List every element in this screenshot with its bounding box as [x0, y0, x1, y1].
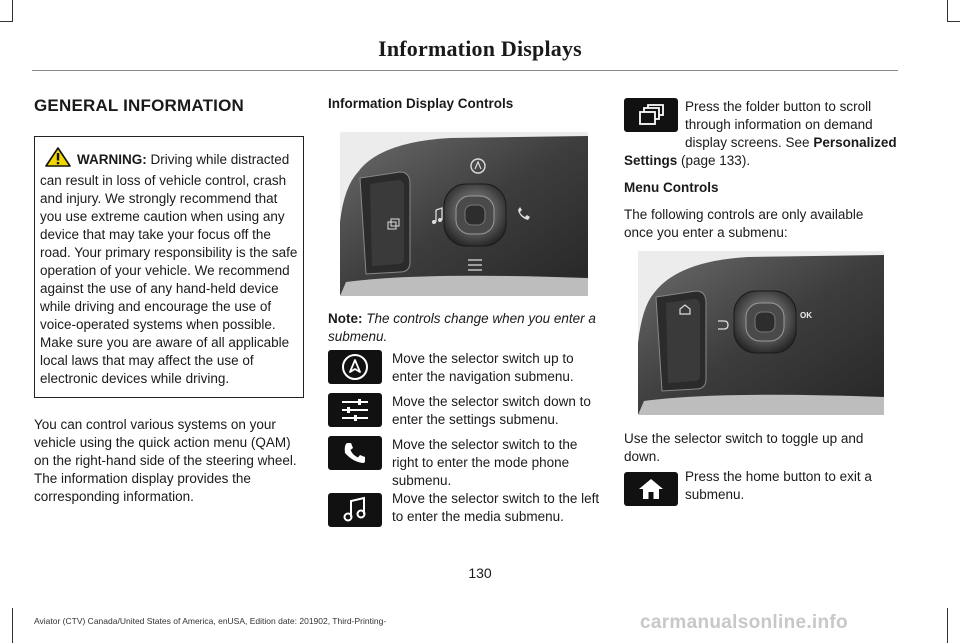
- crop-mark: [947, 0, 948, 22]
- control-text-settings: Move the selector switch down to enter the settings submenu.: [392, 394, 591, 427]
- section-title: GENERAL INFORMATION: [34, 96, 244, 115]
- settings-sliders-icon: [328, 393, 382, 427]
- home-icon: [624, 472, 678, 506]
- toggle-text: Use the selector switch to toggle up and down.: [624, 431, 864, 464]
- warning-label: WARNING:: [77, 152, 147, 167]
- submenu-controls-photo: [638, 251, 884, 415]
- crop-mark: [947, 608, 948, 643]
- ok-label: OK: [800, 311, 812, 320]
- menu-intro: The following controls are only available once you enter a submenu:: [624, 207, 864, 240]
- edition-note: Aviator (CTV) Canada/United States of America, enUSA, Edition date: 201902, Third-Printing-: [34, 616, 387, 626]
- page-header-title: Information Displays: [378, 36, 582, 61]
- note-label: Note:: [328, 311, 363, 326]
- steering-wheel-controls-photo: [340, 132, 588, 296]
- controls-note: [328, 310, 601, 346]
- crop-mark: [0, 21, 13, 22]
- general-info-body: You can control various systems on your vehicle using the quick action menu (QAM) on the right-hand side of the steering wheel. The information display provides the corresponding information.: [34, 417, 297, 504]
- folder-page-ref: (page 133).: [677, 153, 751, 168]
- control-text-navigation: Move the selector switch up to enter the navigation submenu.: [392, 351, 574, 384]
- music-note-icon: [328, 493, 382, 527]
- control-text-phone: Move the selector switch to the right to enter the mode phone submenu.: [392, 437, 578, 488]
- controls-title: Information Display Controls: [328, 96, 514, 111]
- phone-icon: [328, 436, 382, 470]
- watermark: carmanualsonline.info: [640, 612, 848, 633]
- folder-paragraph: [624, 98, 899, 170]
- personalized-settings-link[interactable]: Personalized Settings: [624, 135, 897, 168]
- header-rule: [32, 70, 898, 71]
- crop-mark: [12, 608, 13, 643]
- warning-text: Driving while distracted can result in loss of vehicle control, crash and injury. We strongly recommend that you use extreme caution when using any device that may take your focus off the road. Your primary responsibility is the safe operation of your vehicle. We recommend against the use of any hand-held device while driving and encourage the use of voice-operated systems when possible. Make sure you are aware of all applicable local laws that may affect the use of electronic devices while driving.: [40, 152, 298, 386]
- home-text: Press the home button to exit a submenu.: [685, 469, 872, 502]
- navigation-icon: [328, 350, 382, 384]
- middle-column: [328, 96, 601, 524]
- left-column: [34, 96, 304, 506]
- menu-controls-title: Menu Controls: [624, 180, 719, 195]
- crop-mark: [12, 0, 13, 22]
- note-text: The controls change when you enter a submenu.: [328, 311, 596, 344]
- warning-box: [34, 136, 304, 398]
- folder-text: Press the folder button to scroll through information on demand display screens. See: [685, 99, 873, 150]
- page-number: 130: [468, 565, 492, 581]
- control-text-media: Move the selector switch to the left to enter the media submenu.: [392, 491, 600, 524]
- crop-mark: [947, 21, 960, 22]
- warning-triangle-icon: [45, 147, 71, 172]
